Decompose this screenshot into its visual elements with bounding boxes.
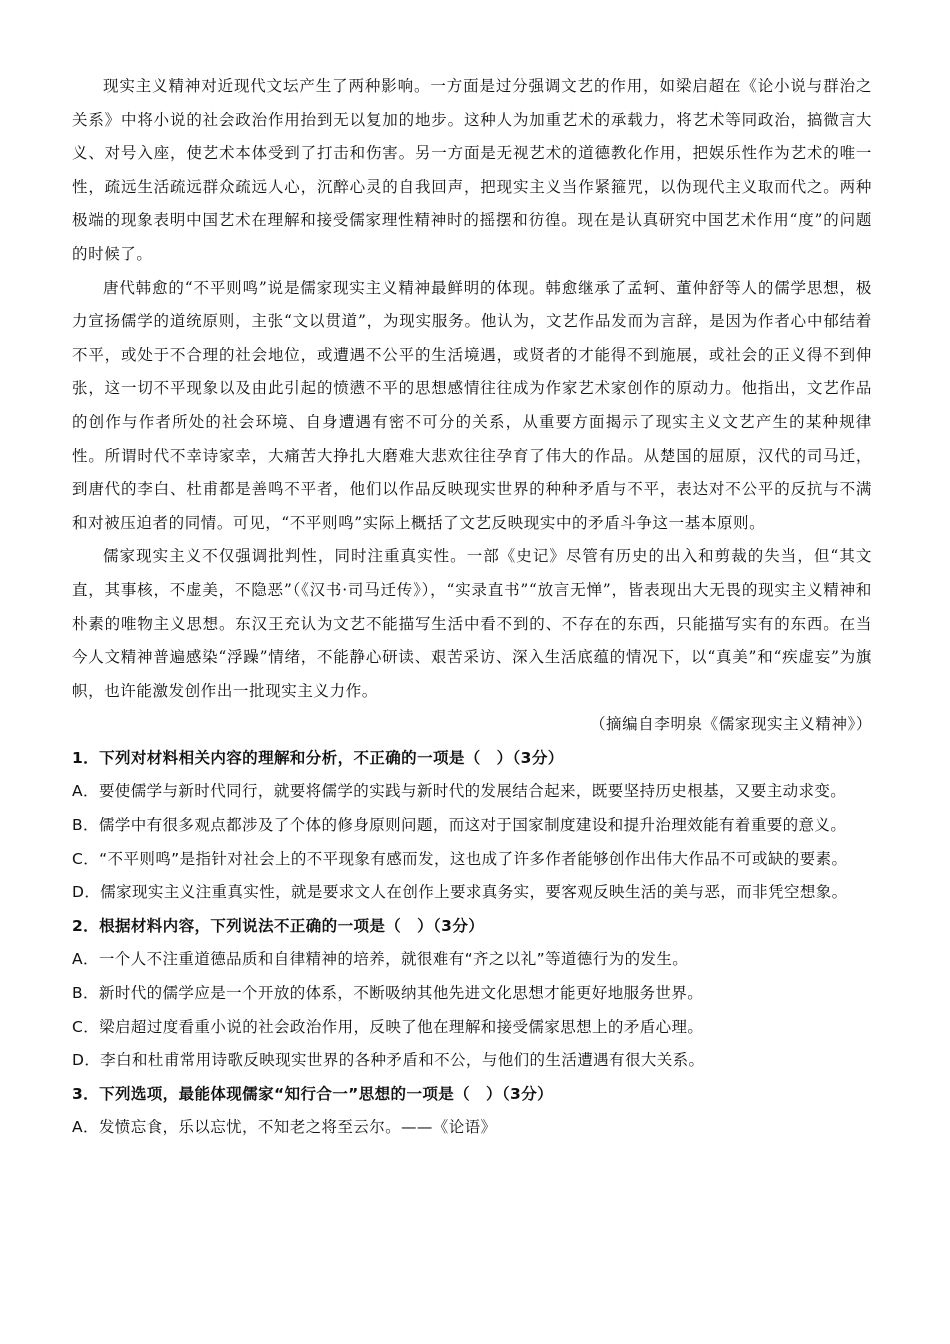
option-a: A．发愤忘食，乐以忘忧，不知老之将至云尔。——《论语》 (72, 1118, 497, 1137)
option-c: C．梁启超过度看重小说的社会政治作用，反映了他在理解和接受儒家思想上的矛盾心理。 (72, 1017, 704, 1036)
option-b: B．儒学中有很多观点都涉及了个体的修身原则问题，而这对于国家制度建设和提升治理效能有着重要的意义。 (72, 816, 847, 835)
question-stem: 1．下列对材料相关内容的理解和分析，不正确的一项是（ ）（3分） (72, 748, 564, 767)
passage-source: （摘编自李明泉《儒家现实主义精神》） (589, 715, 872, 734)
option-a: A．要使儒学与新时代同行，就要将儒学的实践与新时代的发展结合起来，既要坚持历史根基，又要主动求变。 (72, 782, 847, 801)
passage-paragraph-1: 现实主义精神对近现代文坛产生了两种影响。一方面是过分强调文艺的作用，如梁启超在《论小说与群治之关系》中将小说的社会政治作用抬到无以复加的地步。这种人为加重艺术的承载力，将艺术等同政治，搞微言大义、对号入座，使艺术本体受到了打击和伤害。另一方面是无视艺术的道德教化作用，把娱乐性作为艺术的唯一性，疏远生活疏远群众疏远人心，沉醉心灵的自我回声，把现实主义当作紧箍咒，以伪现代主义取而代之。两种极端的现象表明中国艺术在理解和接受儒家理性精神时的摇摆和彷徨。现在是认真研究中国艺术作用“度”的问题的时候了。 (72, 77, 872, 263)
passage-paragraph-2: 唐代韩愈的“不平则鸣”说是儒家现实主义精神最鲜明的体现。韩愈继承了孟轲、董仲舒等人的儒学思想，极力宣扬儒学的道统原则，主张“文以贯道”，为现实服务。他认为，文艺作品发而为言辞，是因为作者心中郁结着不平，或处于不合理的社会地位，或遭遇不公平的生活境遇，或贤者的才能得不到施展，或社会的正义得不到伸张，这一切不平现象以及由此引起的愤懑不平的思想感情往往成为作家艺术家创作的原动力。他指出，文艺作品的创作与作者所处的社会环境、自身遭遇有密不可分的关系，从重要方面揭示了现实主义文艺产生的某种规律性。所谓时代不幸诗家幸，大痛苦大挣扎大磨难大悲欢往往孕育了伟大的作品。从楚国的屈原，汉代的司马迁，到唐代的李白、杜甫都是善鸣不平者，他们以作品反映现实世界的种种矛盾与不平，表达对不公平的反抗与不满和对被压迫者的同情。可见，“不平则鸣”实际上概括了文艺反映现实中的矛盾斗争这一基本原则。 (72, 278, 872, 532)
option-d: D．李白和杜甫常用诗歌反映现实世界的各种矛盾和不公，与他们的生活遭遇有很大关系。 (72, 1051, 705, 1070)
question-1 (72, 742, 872, 910)
question-stem: 3．下列选项，最能体现儒家“知行合一”思想的一项是（ ）（3分） (72, 1084, 553, 1103)
passage-paragraph-3: 儒家现实主义不仅强调批判性，同时注重真实性。一部《史记》尽管有历史的出入和剪裁的失当，但“其文直，其事核，不虚美，不隐恶”（《汉书·司马迁传》），“实录直书”“放言无惮”，皆表现出大无畏的现实主义精神和朴素的唯物主义思想。东汉王充认为文艺不能描写生活中看不到的、不存在的东西，只能描写实有的东西。在当今人文精神普遍感染“浮躁”情绪，不能静心研读、艰苦采访、深入生活底蕴的情况下，以“真美”和“疾虚妄”为旗帜，也许能激发创作出一批现实主义力作。 (72, 547, 872, 700)
option-a: A．一个人不注重道德品质和自律精神的培养，就很难有“齐之以礼”等道德行为的发生。 (72, 950, 689, 969)
question-3 (72, 1078, 872, 1145)
option-c: C．“不平则鸣”是指针对社会上的不平现象有感而发，这也成了许多作者能够创作出伟大作品不可或缺的要素。 (72, 849, 848, 868)
reading-passage (72, 70, 872, 742)
question-stem: 2．根据材料内容，下列说法不正确的一项是（ ）（3分） (72, 916, 485, 935)
option-d: D．儒家现实主义注重真实性，就是要求文人在创作上要求真务实，要客观反映生活的美与恶，而非凭空想象。 (72, 883, 848, 902)
question-2 (72, 910, 872, 1078)
option-b: B．新时代的儒学应是一个开放的体系，不断吸纳其他先进文化思想才能更好地服务世界。 (72, 984, 704, 1003)
